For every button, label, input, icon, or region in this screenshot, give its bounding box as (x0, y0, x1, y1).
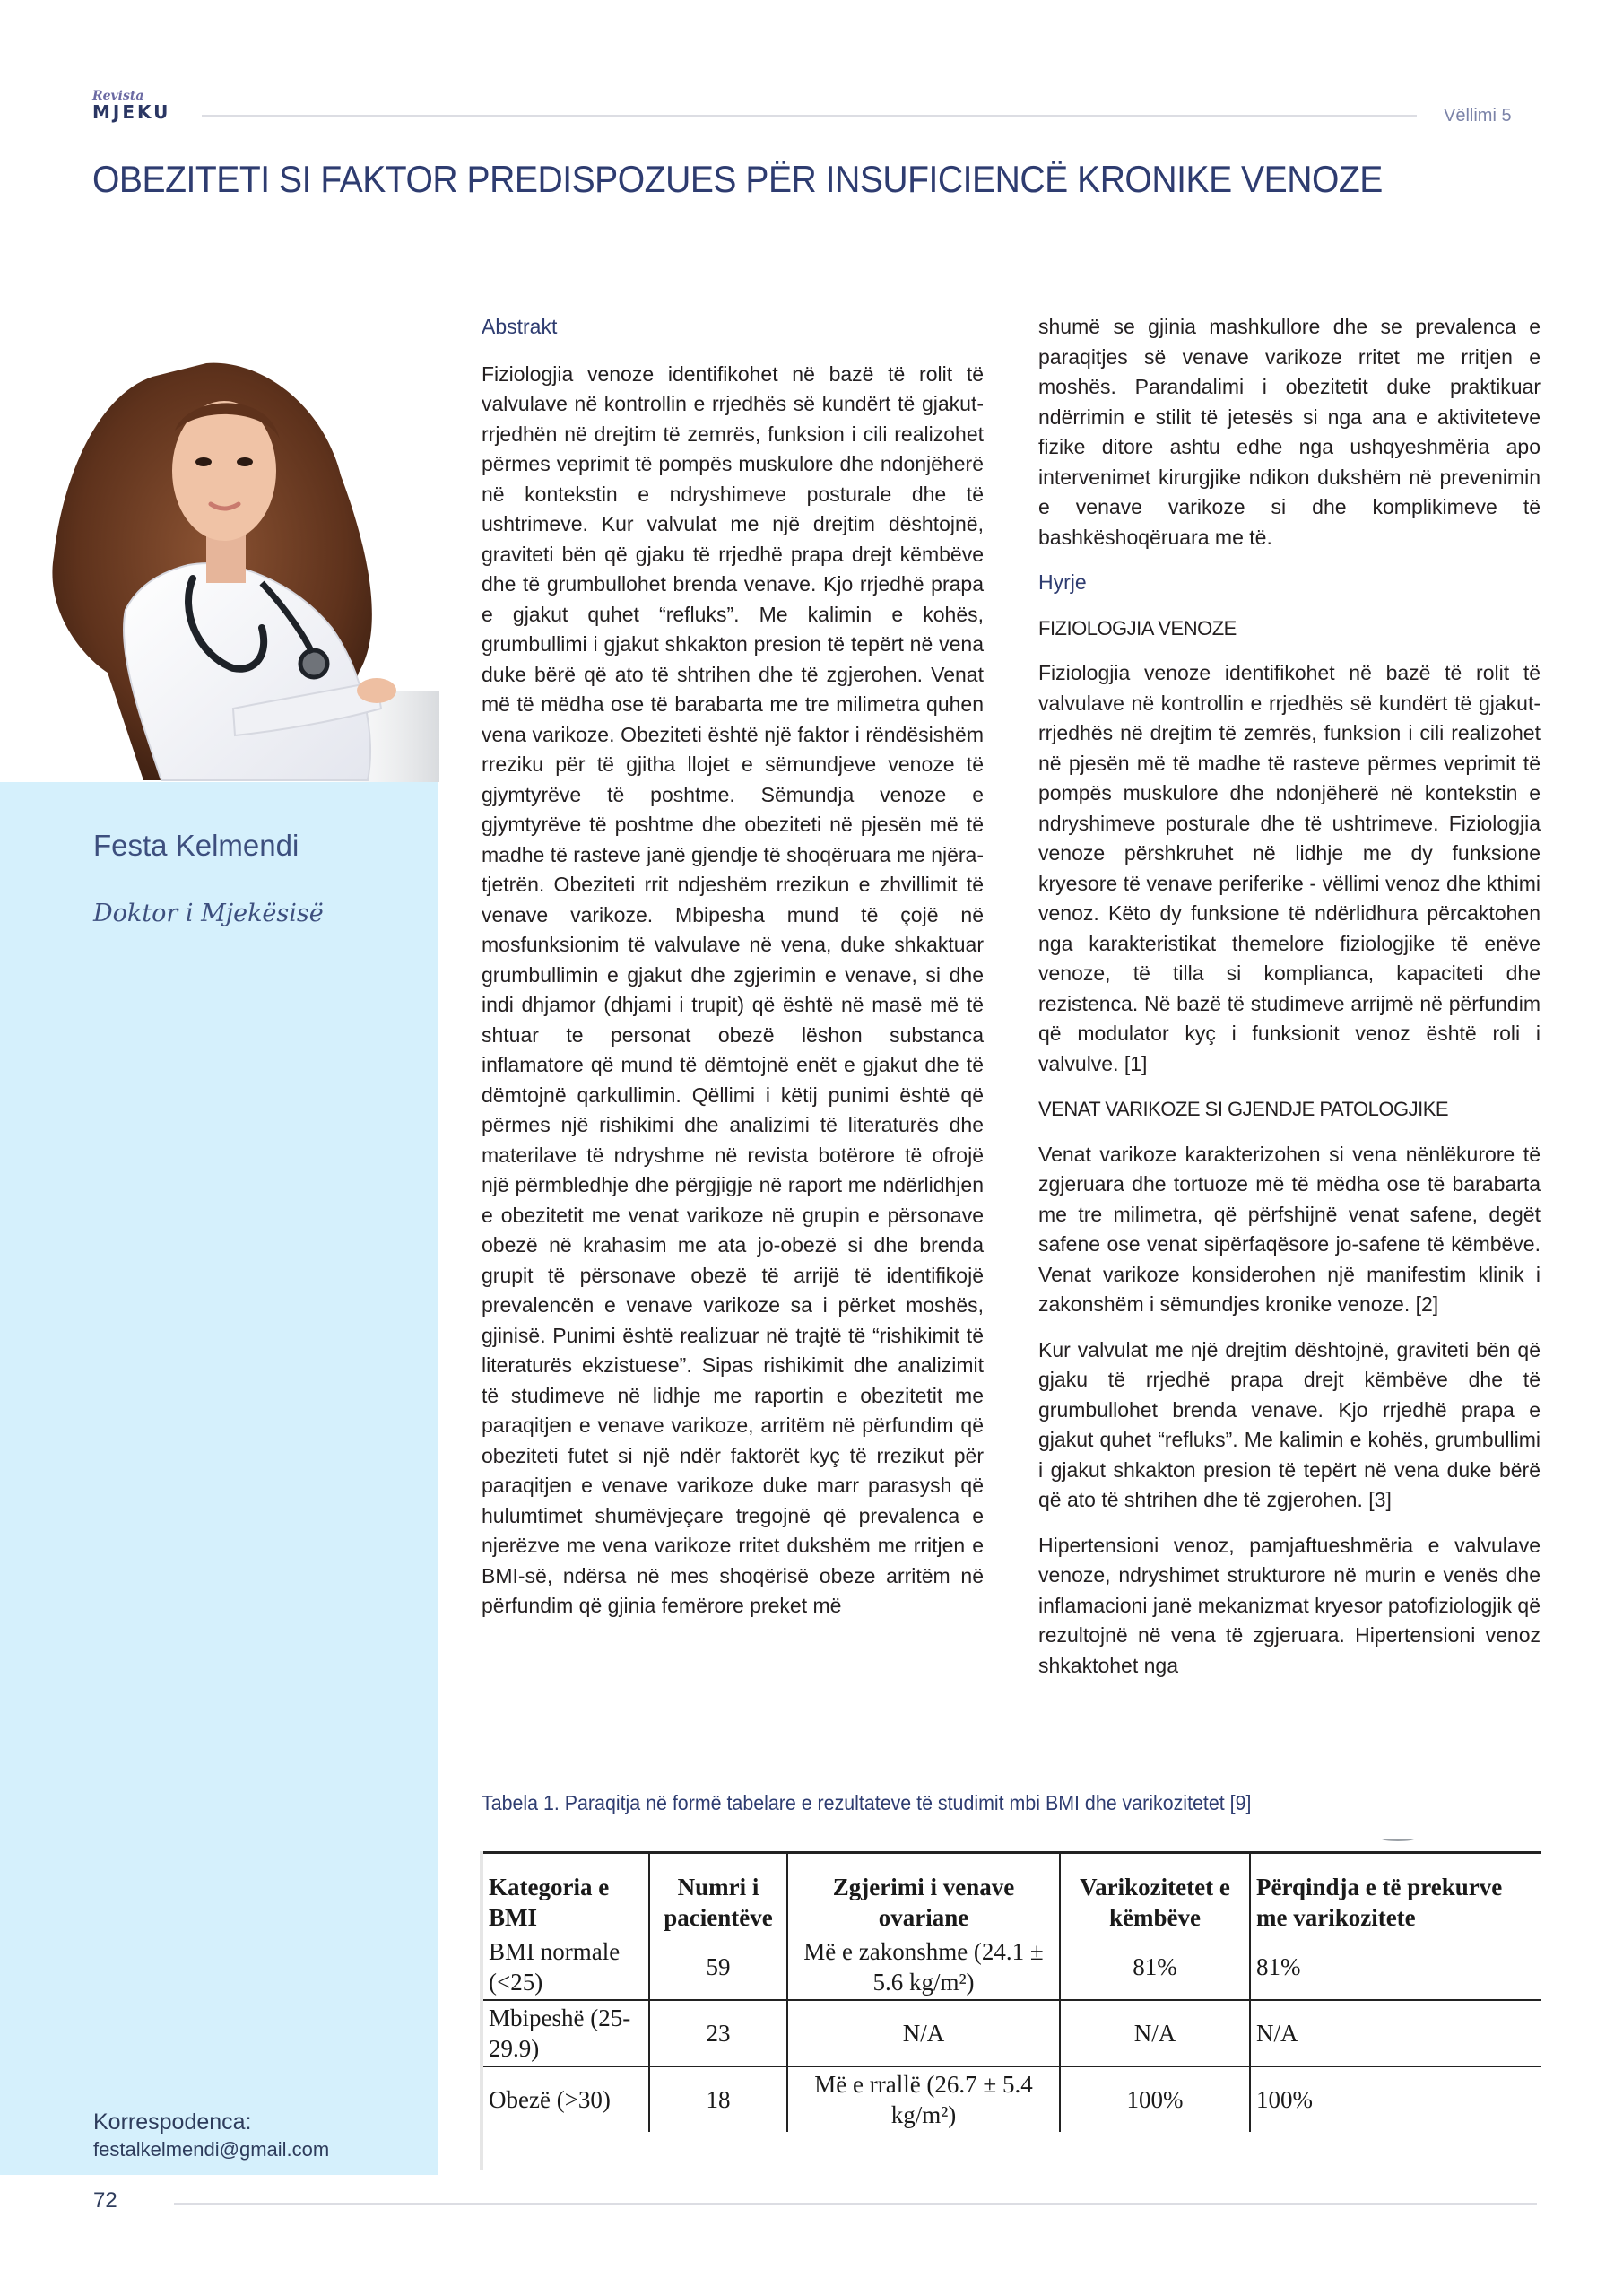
author-name: Festa Kelmendi (93, 829, 299, 862)
table-cell: Më e rrallë (26.7 ± 5.4 kg/m²) (787, 2066, 1060, 2132)
table-decor-mark (1381, 1836, 1415, 1841)
volume-label: Vëllimi 5 (1444, 106, 1512, 126)
table-row (483, 2000, 1541, 2066)
body-paragraph: Venat varikoze karakterizohen si vena nënlëkurore të zgjeruara dhe tortuoze më të mëdha ose të barabarta me tre milimetra, që përfshijnë venat safene, degët safene ose venat sipërfaqësore jo-safene të këmbëve. Venat varikoze konsiderohen një manifestim klinik i zakonshëm i sëmundjes kronike venoze. [2] (1038, 1142, 1541, 1316)
article-title: OBEZITETI SI FAKTOR PREDISPOZUES PËR INSUFICIENCË KRONIKE VENOZE (92, 158, 1383, 200)
table-cell: 23 (649, 2000, 787, 2066)
table-header-row (483, 1853, 1541, 1935)
intro-column (1038, 312, 1541, 1696)
table-cell: 100% (1060, 2066, 1250, 2132)
abstract-heading: Abstrakt (482, 315, 558, 338)
subheading-fiziologjia: FIZIOLOGJIA VENOZE (1038, 616, 1237, 639)
table-row (483, 2066, 1541, 2132)
abstract-paragraph: Fiziologjia venoze identifikohet në bazë të rolit të valvulave në kontrollin e rrjedhës së kundërt të gjakut-rrjedhën në drejtim të zemrës, funksion i cili realizohet përmes veprimit të pompës muskulore dhe ndonjëherë në kontekstin e ndryshimeve posturale dhe të ushtrimeve. Kur valvulat me një drejtim dështojnë, graviteti bën që gjaku të rrjedhë prapa drejt këmbëve dhe të grumbullohet brenda venave. Kjo rrjedhë prapa e gjakut quhet “refluks”. Me kalimin e kohës, grumbullimi i gjakut shkakton presion të tepërt në vena duke bërë që ato të shtrihen dhe të zgjerohen. Venat më të mëdha ose të barabarta me tre milimetra quhen vena varikoze. Obeziteti është një faktor i rëndësishëm rreziku për të gjitha llojet e sëmundjeve venoze të gjymtyrëve të poshtme. Sëmundja venoze e gjymtyrëve të poshtme dhe obeziteti në pjesën më të madhe të rasteve janë gjendje të shoqëruara me njëra-tjetrën. Obeziteti rrit ndjeshëm rrezikun e zhvillimit të venave varikoze. Mbipesha mund të çojë në mosfunksionim të valvulave në vena, duke shkaktuar grumbullimin e gjakut dhe zgjerimin e venave, si dhe indi dhjamor (dhjami i trupit) që është në masë më të shtuar te personat obezë lëshon substanca inflamatore që mund të dëmtojnë enët e gjakut dhe të dëmtojnë qarkullimin. Qëllimi i këtij punimi është që përmes një rishikimi dhe analizimi të literaturës dhe materilave të ndryshme në revista botërore të ofrojë një përmbledhje dhe përgjigje në raport me ndërlidhjen e obezitetit me venat varikoze në grupin e përsonave obezë në krahasim me ata jo-obezë si dhe brenda grupit të përsonave obezë të arrijë të identifikojë prevalencën e venave varikoze sa i përket moshës, gjinisë. Punimi është realizuar në trajtë të “rishikimit të literaturës ekzistuese”. Sipas rishikimit dhe analizimit të studimeve në lidhje me raportin e obezitetit me paraqitjen e venave varikoze, arritëm në përfundim që obeziteti futet si një ndër faktorët kyç të rrezikut për paraqitjen e venave varikoze duke marr parasysh që hulumtimet shumëvjeçare tregojnë që prevalenca e njerëzve me vena varikoze rritet dukshëm me rritjen e BMI-së, ndërsa në mes shoqërisë obeze arritëm në përfundim që gjinia femërore preket më (482, 361, 985, 1617)
header-divider (202, 115, 1417, 117)
page-number: 72 (93, 2188, 117, 2213)
footer-divider (174, 2203, 1537, 2205)
subheading-venat-varikoze: VENAT VARIKOZE SI GJENDJE PATOLOGJIKE (1038, 1098, 1449, 1120)
table-cell: 81% (1250, 1935, 1541, 2000)
table-header-cell: Përqindja e të prekurve me varikozitete (1250, 1853, 1541, 1935)
table-cell: Mbipeshë (25-29.9) (483, 2000, 649, 2066)
table-cell: N/A (1060, 2000, 1250, 2066)
table-cell: Obezë (>30) (483, 2066, 649, 2132)
table-caption: Tabela 1. Paraqitja në formë tabelare e rezultateve të studimit mbi BMI dhe varikozitetet [9] (482, 1791, 1252, 1814)
table-row (483, 1935, 1541, 2000)
author-portrait-photo (27, 314, 439, 782)
abstract-continued-paragraph: shumë se gjinia mashkullore dhe se prevalenca e paraqitjes së venave varikoze rritet me rritjen e moshës. Parandalimi i obezitetit duke praktikuar ndërrimin e stilit të jetesës si nga ana e aktiviteteve fizike ditore ashtu edhe nga ushqyeshmëria apo intervenimet kirurgjike ndikon dukshëm në prevenimin e venave varikoze si dhe komplikimeve të bashkëshoqëruara me të. (1038, 315, 1541, 549)
body-paragraph: Fiziologjia venoze identifikohet në bazë të rolit të valvulave në kontrollin e rrjedhës së kundërt të gjakut-rrjedhës në drejtim të zemrës, funksion i cili realizohet në pjesën më të madhe të rasteve përmes veprimit të pompës muskulore dhe ndonjëherë në kontekstin e ndryshimeve posturale dhe të ushtrimeve. Fiziologjia venoze përshkruhet në lidhje me dy funksione kryesore të venave periferike - vëllimi venoz dhe kthimi venoz. Këto dy funksione të ndërlidhura përcaktohen nga karakteristikat themelore fiziologjike të enëve venoze, të tilla si komplianca, kapaciteti dhe rezistenca. Në bazë të studimeve arrijmë në përfundim që modulator kyç i funksionit venoz është roli i valvulve. [1] (1038, 661, 1541, 1075)
table-cell: N/A (1250, 2000, 1541, 2066)
logo-revista-text: Revista (92, 89, 144, 103)
table-cell: 81% (1060, 1935, 1250, 2000)
body-paragraph: Kur valvulat me një drejtim dështojnë, graviteti bën që gjaku të rrjedhë prapa drejt këmbëve dhe të grumbullohet brenda venave. Kjo rrjedhë prapa e gjakut quhet “refluks”. Me kalimin e kohës, grumbullimi i gjakut shkakton presion të tepërt në vena duke bërë që ato të shtrihen dhe të zgjerohen. [3] (1038, 1337, 1541, 1511)
intro-heading: Hyrje (1038, 570, 1087, 594)
table-cell: 18 (649, 2066, 787, 2132)
logo-mjeku-text: MJEKU (92, 101, 171, 123)
table-cell: N/A (787, 2000, 1060, 2066)
journal-logo (92, 90, 170, 121)
table-cell: BMI normale (<25) (489, 1938, 621, 1996)
bmi-table (483, 1851, 1541, 2132)
correspondence-email-link[interactable]: festalkelmendi@gmail.com (93, 2138, 330, 2161)
table-header-cell: Zgjerimi i venave ovariane (787, 1853, 1060, 1935)
table-cell: Më e zakonshme (24.1 ± 5.6 kg/m²) (787, 1935, 1060, 2000)
table-cell: 59 (649, 1935, 787, 2000)
correspondence-label: Korrespodenca: (93, 2109, 252, 2135)
abstract-column (482, 312, 984, 1637)
author-role: Doktor i Mjekësisë (93, 900, 324, 927)
table-header-cell: Varikozitetet e këmbëve (1060, 1853, 1250, 1935)
table-header-cell: Numri i pacientëve (649, 1853, 787, 1935)
table-header-cell: Kategoria e BMI (483, 1853, 649, 1935)
author-sidebar (0, 782, 438, 2175)
bmi-table-container (480, 1851, 1543, 2170)
table-cell: 100% (1250, 2066, 1541, 2132)
body-paragraph: Hipertensioni venoz, pamjaftueshmëria e valvulave venoze, ndryshimet strukturore në murin e venës dhe inflamacioni janë mekanizmat kryesor patofiziologjik që rezultojnë në vena të zgjeruara. Hipertensioni venoz shkaktohet nga (1038, 1533, 1541, 1677)
